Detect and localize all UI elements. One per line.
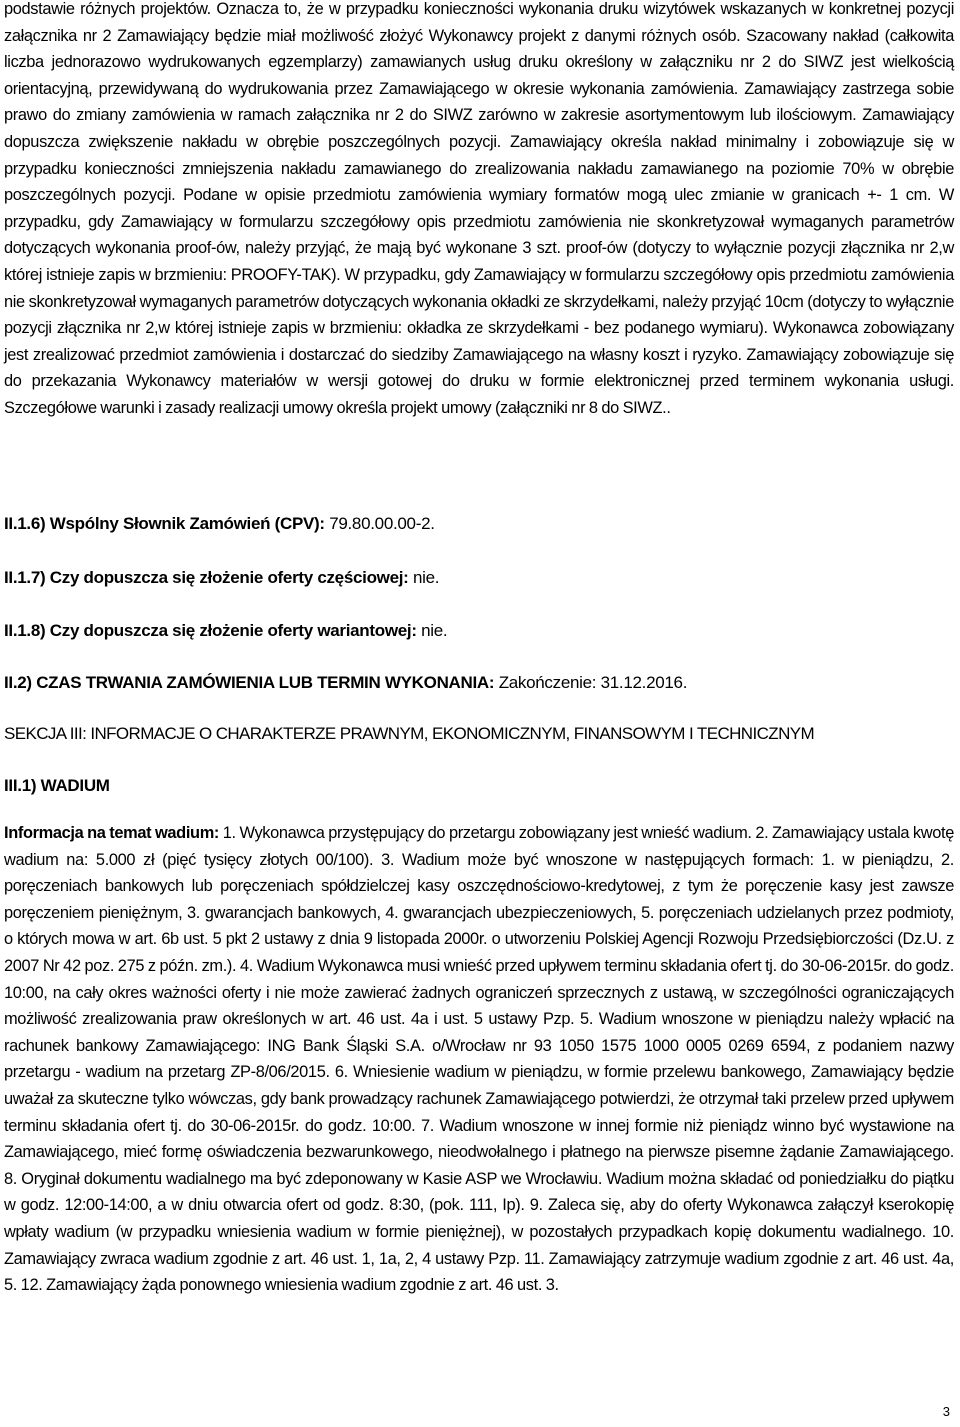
duration-value: Zakończenie: 31.12.2016. <box>494 673 688 692</box>
section-title: SEKCJA III: INFORMACJE O CHARAKTERZE PRAWNYM, EKONOMICZNYM, FINANSOWYM I TECHNICZNYM <box>4 724 815 743</box>
cpv-label: II.1.6) Wspólny Słownik Zamówień (CPV): <box>4 514 325 533</box>
variant-offer-value: nie. <box>416 621 448 640</box>
cpv-line <box>4 512 435 536</box>
variant-offer-line <box>4 619 447 643</box>
page-number: 3 <box>942 1404 950 1419</box>
intro-paragraph: podstawie różnych projektów. Oznacza to, że w przypadku konieczności wykonania druku wizytówek wskazanych w konkretnej pozycji załącznika nr 2 Zamawiający będzie miał możliwość złożyć Wykonawcy projekt z danymi różnych osób. Szacowany nakład (całkowita liczba jednorazowo wydrukowanych egzemplarzy) zamawianych usług druku określony w załączniku nr 2 do SIWZ jest wielkością orientacyjną, przewidywaną do wydrukowania przez Zamawiającego w okresie wykonania zamówienia. Zamawiający zastrzega sobie prawo do zmiany zamówienia w ramach załącznika nr 2 do SIWZ zarówno w zakresie asortymentowym lub ilościowym. Zamawiający dopuszcza zwiększenie nakładu w obrębie poszczególnych pozycji. Zamawiający określa nakład minimalny i zobowiązuje się w przypadku konieczności zmniejszenia nakładu zamawianego do zrealizowania nakładu zamawianego na poziomie 70% w obrębie poszczególnych pozycji. Podane w opisie przedmiotu zamówienia wymiary formatów mogą ulec zmianie w granicach +- 1 cm. W przypadku, gdy Zamawiający w formularzu szczegółowy opis przedmiotu zamówienia nie skonkretyzował wymaganych parametrów dotyczących wykonania proof-ów, należy przyjąć, że mają być wykonane 3 szt. proof-ów (dotyczy to wyłącznie pozycji złącznika nr 2,w której istnieje zapis w brzmieniu: PROOFY-TAK). W przypadku, gdy Zamawiający w formularzu szczegółowy opis przedmiotu zamówienia nie skonkretyzował wymaganych parametrów dotyczących wykonania okładki ze skrzydełkami, należy przyjąć 10cm (dotyczy to wyłącznie pozycji złącznika nr 2,w której istnieje zapis w brzmieniu: okładka ze skrzydełkami - bez podanego wymiaru). Wykonawca zobowiązany jest zrealizować przedmiot zamówienia i dostarczać do siedziby Zamawiającego na własny koszt i ryzyko. Zamawiający zobowiązuje się do przekazania Wykonawcy materiałów w wersji gotowej do druku w formie elektronicznej przed terminem wykonania usługi. Szczegółowe warunki i zasady realizacji umowy określa projekt umowy (załączniki nr 8 do SIWZ.. <box>4 0 954 417</box>
variant-offer-label: II.1.8) Czy dopuszcza się złożenie oferty wariantowej: <box>4 621 417 640</box>
wadium-label: Informacja na temat wadium: <box>4 824 220 842</box>
partial-offer-label: II.1.7) Czy dopuszcza się złożenie oferty częściowej: <box>4 568 409 587</box>
duration-label: II.2) CZAS TRWANIA ZAMÓWIENIA LUB TERMIN WYKONANIA: <box>4 673 495 692</box>
wadium-text: 1. Wykonawca przystępujący do przetargu zobowiązany jest wnieść wadium. 2. Zamawiający ustala kwotę wadium na: 5.000 zł (pięć tysięcy złotych 00/100). 3. Wadium może być wnoszone w następujących formach: 1. w pieniądzu, 2. poręczeniach bankowych lub poręczeniach spółdzielczej kasy oszczędnościowo-kredytowej, z tym że poręczenie kasy jest zawsze poręczeniem pieniężnym, 3. gwarancjach bankowych, 4. gwarancjach ubezpieczeniowych, 5. poręczeniach udzielanych przez podmioty, o których mowa w art. 6b ust. 5 pkt 2 ustawy z dnia 9 listopada 2000r. o utworzeniu Polskiej Agencji Rozwoju Przedsiębiorczości (Dz.U. z 2007 Nr 42 poz. 275 z późn. zm.). 4. Wadium Wykonawca musi wnieść przed upływem terminu składania ofert tj. do 30-06-2015r. do godz. 10:00, na cały okres ważności oferty i nie może zawierać żadnych ograniczeń sprzecznych z ustawą, w szczególności ograniczających możliwość zrealizowania praw określonych w art. 46 ust. 4a i ust. 5 ustawy Pzp. 5. Wadium wnoszone w pieniądzu należy wpłacić na rachunek bankowy Zamawiającego: ING Bank Śląski S.A. o/Wrocław nr 93 1050 1575 1000 0005 0269 6594, z podaniem nazwy przetargu - wadium na przetarg ZP-8/06/2015. 6. Wniesienie wadium w pieniądzu, w formie przelewu bankowego, Zamawiający będzie uważał za skuteczne tylko wówczas, gdy bank prowadzący rachunek Zamawiającego potwierdzi, że otrzymał taki przelew przed upływem terminu składania ofert tj. do 30-06-2015r. do godz. 10:00. 7. Wadium wnoszone w innej formie niż pieniądz winno być wystawione na Zamawiającego, mieć formę oświadczenia bezwarunkowego, nieodwołalnego i płatnego na pierwsze pisemne żądanie Zamawiającego. 8. Oryginał dokumentu wadialnego ma być zdeponowany w Kasie ASP we Wrocławiu. Wadium można składać od poniedziałku do piątku w godz. 12:00-14:00, a w dniu otwarcia ofert od godz. 8:30, (pok. 111, Ip). 9. Zaleca się, aby do oferty Wykonawca załączył kserokopię wpłaty wadium (w przypadku wniesienia wadium w formie pieniężnej), w pozostałych przypadkach kopię dokumentu wadialnego. 10. Zamawiający zwraca wadium zgodnie z art. 46 ust. 1, 1a, 2, 4 ustawy Pzp. 11. Zamawiający zatrzymuje wadium zgodnie z art. 46 ust. 4a, 5. 12. Zamawiający żąda ponownego wniesienia wadium zgodnie z art. 46 ust. 3. <box>4 824 954 1295</box>
duration-line <box>4 671 687 695</box>
partial-offer-line <box>4 566 439 590</box>
cpv-value: 79.80.00.00-2. <box>324 514 435 533</box>
wadium-paragraph <box>4 820 954 1299</box>
partial-offer-value: nie. <box>408 568 440 587</box>
wadium-heading: III.1) WADIUM <box>4 776 110 795</box>
